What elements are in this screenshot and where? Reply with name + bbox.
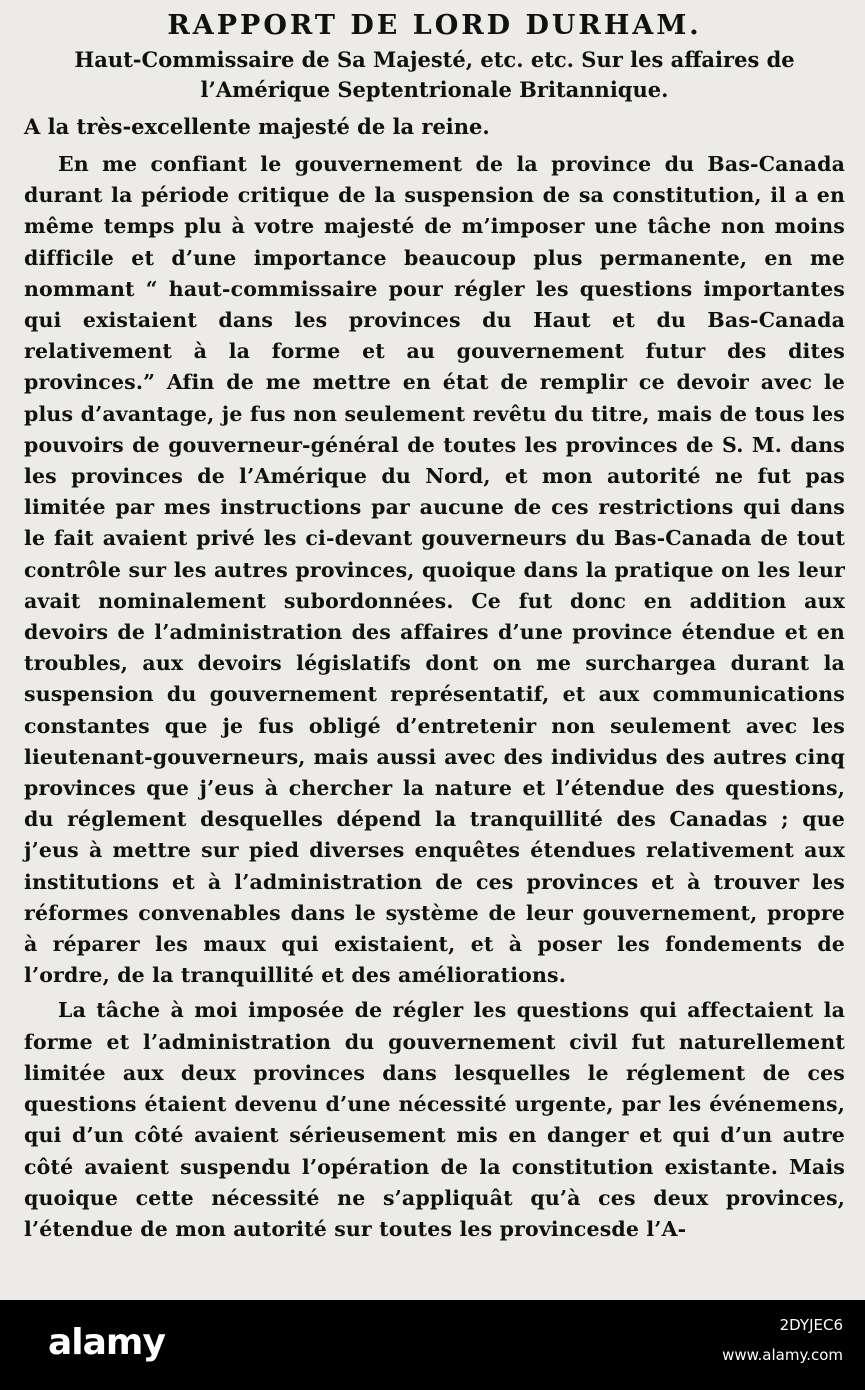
article-subtitle: Haut-Commissaire de Sa Majesté, etc. etc. Sur les affaires de l’Amérique Septentrionale Britannique. [74,47,795,102]
watermark-footer [0,1300,865,1390]
article-title: RAPPORT DE LORD DURHAM. [167,10,702,41]
paragraph-1: En me confiant le gouvernement de la province du Bas-Canada durant la période critique de la suspension de sa constitution, il a en même temps plu à votre majesté de m’imposer une tâche non moins difficile et d’une importance beaucoup plus permanente, en me nommant “ haut-commissaire pour régler les questions importantes qui existaient dans les provinces du Haut et du Bas-Canada relativement à la forme et au gouvernement futur des dites provinces.” Afin de me mettre en état de remplir ce devoir avec le plus d’avantage, je fus non seulement revêtu du titre, mais de tous les pouvoirs de gouverneur-général de toutes les provinces de S. M. dans les provinces de l’Amérique du Nord, et mon autorité ne fut pas limitée par mes instructions par aucune de ces restrictions qui dans le fait avaient privé les ci-devant gouverneurs du Bas-Canada de tout contrôle sur les autres provinces, quoique dans la pratique on les leur avait nominalement subordonnées. Ce fut donc en addition aux devoirs de l’administration des affaires d’une province étendue et en troubles, aux devoirs législatifs dont on me surchargea durant la suspension du gouvernement représentatif, et aux communications constantes que je fus obligé d’entretenir non seulement avec les lieutenant-gouverneurs, mais aussi avec des individus des autres cinq provinces que j’eus à chercher la nature et l’étendue des questions, du réglement desquelles dépend la tranquillité des Canadas ; que j’eus à mettre sur pied diverses enquêtes étendues relativement aux institutions et à l’administration de ces provinces et à trouver les réformes convenables dans le système de leur gouvernement, propre à réparer les maux qui existaient, et à poser les fondements de l’ordre, de la tranquillité et des améliorations. [24,152,845,988]
paragraph-2: La tâche à moi imposée de régler les questions qui affectaient la forme et l’administration du gouvernement civil fut naturellement limitée aux deux provinces dans lesquelles le réglement de ces questions étaient devenu d’une nécessité urgente, par les événemens, qui d’un côté avaient sérieusement mis en danger et qui d’un autre côté avaient suspendu l’opération de la constitution existante. Mais quoique cette nécessité ne s’appliquât qu’à ces deux provinces, l’étendue de mon autorité sur toutes les provincesde l’A- [24,998,845,1241]
site-url: www.alamy.com [722,1346,843,1364]
article-address: A la très-excellente majesté de la reine. [24,114,490,139]
alamy-logo: alamy [48,1322,165,1363]
image-code: 2DYJEC6 [779,1316,843,1334]
